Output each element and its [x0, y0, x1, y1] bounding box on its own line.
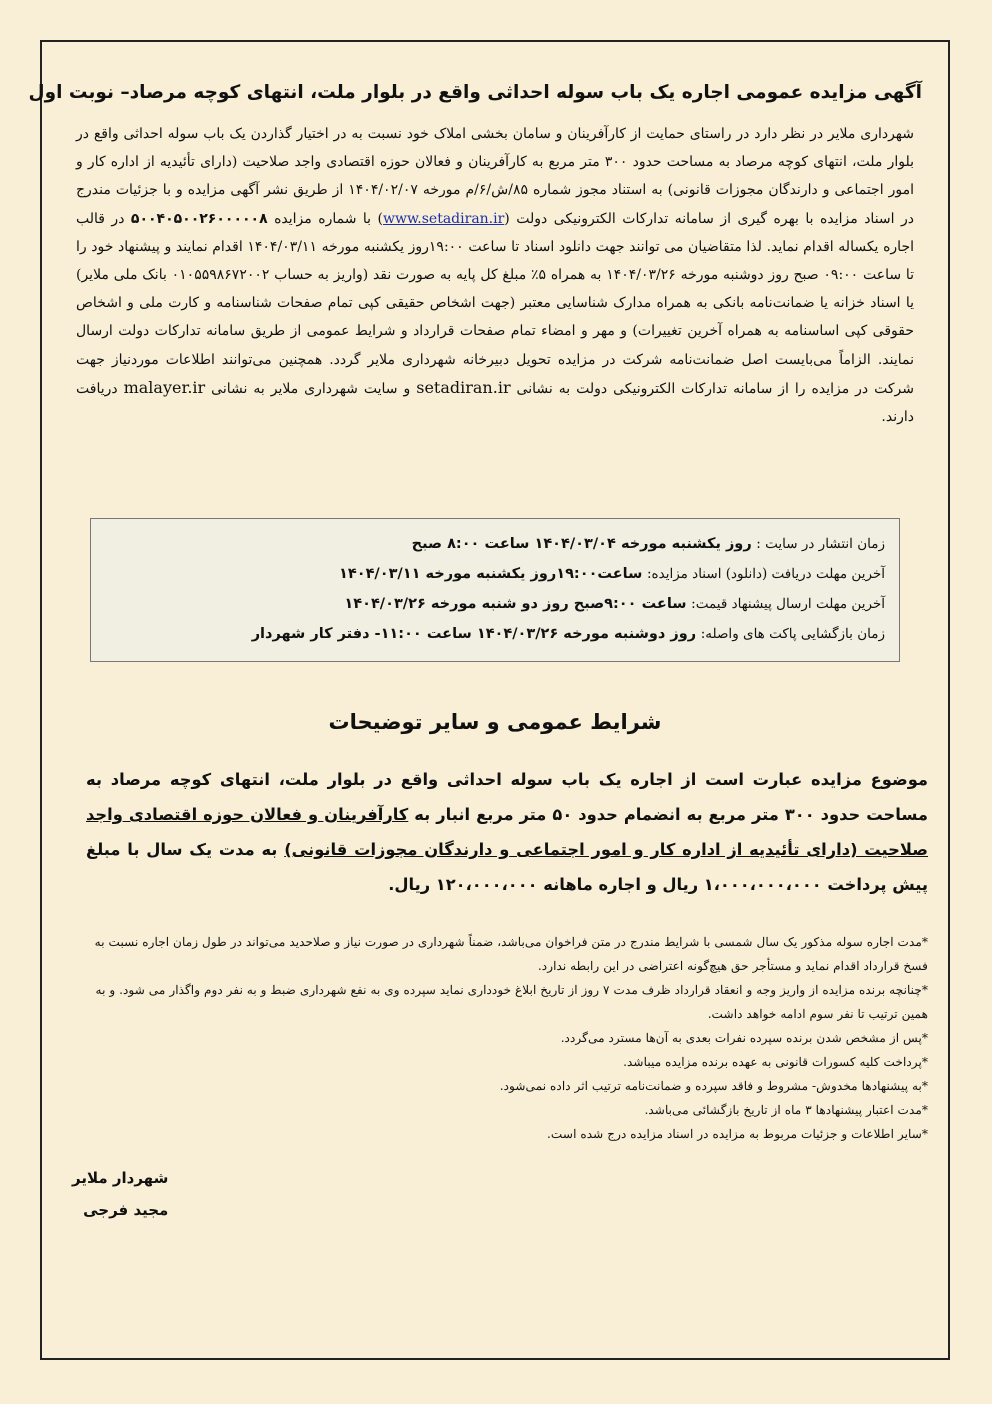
intro-text: و سایت شهرداری ملایر به نشانی: [205, 380, 417, 397]
schedule-box: [90, 518, 900, 662]
schedule-label: زمان بازگشایی پاکت های واصله:: [700, 626, 885, 642]
schedule-label: زمان انتشار در سایت :: [756, 536, 885, 552]
schedule-row: [105, 529, 885, 559]
section-title: شرایط عمومی و سایر توضیحات: [328, 710, 662, 734]
schedule-value: ساعت ۹:۰۰صبح روز دو شنبه مورخه ۱۴۰۴/۰۳/۲۶: [344, 596, 687, 612]
terms-text: به مدت یک سال با مبلغ پیش پرداخت ۱،۰۰۰،۰۰۰،۰۰۰ ریال و اجاره ماهانه ۱۲۰،۰۰۰،۰۰۰ ریال.: [86, 840, 928, 894]
note-item: *چنانچه برنده مزایده از واریز وجه و انعقاد قرارداد ظرف مدت ۷ روز از تاریخ ابلاغ خودداری نماید سپرده وی به نفع شهرداری ضبط و به نفر دوم واگذار می شود. و به همین ترتیب تا نفر سوم ادامه خواهد داشت.: [95, 983, 928, 1021]
terms-underlined: کارآفرینان و فعالان حوزه اقتصادی واجد صلاحیت (دارای تأئیدیه از اداره کار و امور اجتماعی و دارندگان مجوزات قانونی): [86, 805, 928, 859]
intro-text: شهرداری ملایر در نظر دارد در راستای حمایت از کارآفرینان و سامان بخشی املاک خود نسبت به در اختیار گذاردن یک باب سوله احداثی واقع در بلوار ملت، انتهای کوچه مرصاد به مساحت حدود ۳۰۰ متر مربع به کارآفرینان و فعالان حوزه اقتصادی واجد صلاحیت (دارای تأئیدیه از اداره کار و امور اجتماعی و دارندگان مجوزات قانونی) به استناد مجوز شماره ۸۵/ش/۶/م مورخه ۱۴۰۴/۰۲/۰۷ از طریق نشر آگهی مزایده و با جزئیات مندرج در اسناد مزایده با بهره گیری از سامانه تدارکات الکترونیکی دولت (: [76, 126, 914, 227]
note-item: *پس از مشخص شدن برنده سپرده نفرات بعدی به آن‌ها مسترد می‌گردد.: [560, 1031, 928, 1045]
schedule-row: [105, 589, 885, 619]
signature-name: مجید فرجی: [83, 1201, 169, 1219]
intro-text: ) با شماره مزایده: [267, 210, 383, 227]
schedule-value: ساعت۱۹:۰۰روز یکشنبه مورخه ۱۴۰۴/۰۳/۱۱: [339, 566, 643, 582]
signature-block: [72, 1162, 168, 1226]
schedule-label: آخرین مهلت دریافت (دانلود) اسناد مزایده:: [647, 566, 885, 582]
terms-paragraph: [86, 762, 928, 902]
schedule-label: آخرین مهلت ارسال پیشنهاد قیمت:: [691, 596, 885, 612]
signature-role: شهردار ملایر: [72, 1169, 169, 1187]
note-item: *مدت اجاره سوله مذکور یک سال شمسی با شرایط مندرج در متن فراخوان می‌باشد، ضمناً شهرداری در صورت نیاز و صلاحدید می‌تواند در طول زمان اجاره نسبت به فسخ قرارداد اقدام نماید و مستأجر حق هیچ‌گونه اعتراضی در این رابطه ندارد.: [94, 935, 928, 973]
note-item: *به پیشنهادها مخدوش- مشروط و فاقد سپرده و ضمانت‌نامه ترتیب اثر داده نمی‌شود.: [499, 1079, 928, 1093]
terms-text: موضوع مزایده عبارت است از اجاره یک باب سوله احداثی واقع در بلوار ملت، انتهای کوچه مرصاد به مساحت حدود ۳۰۰ متر مربع به انضمام حدود ۵۰ متر مربع انبار به: [86, 770, 929, 824]
intro-paragraph: [76, 120, 914, 431]
schedule-value: روز دوشنبه مورخه ۱۴۰۴/۰۳/۲۶ ساعت ۱۱:۰۰- دفتر کار شهردار: [251, 626, 697, 642]
note-item: *سایر اطلاعات و جزئیات مربوط به مزایده در اسناد مزایده درج شده است.: [547, 1127, 928, 1141]
note-item: *مدت اعتبار پیشنهادها ۳ ماه از تاریخ بازگشائی می‌باشد.: [644, 1103, 928, 1117]
setadiran-site[interactable]: setadiran.ir: [416, 377, 511, 397]
setadiran-link[interactable]: www.setadiran.ir: [383, 210, 505, 227]
page-title: آگهی مزایده عمومی اجاره یک باب سوله احداثی واقع در بلوار ملت، انتهای کوچه مرصاد– نوبت اول: [28, 82, 922, 103]
auction-number: ۵۰۰۴۰۵۰۰۲۶۰۰۰۰۰۸: [130, 210, 268, 227]
schedule-value: روز یکشنبه مورخه ۱۴۰۴/۰۳/۰۴ ساعت ۸:۰۰ صبح: [411, 536, 752, 552]
intro-text: در قالب اجاره یکساله اقدام نماید. لذا متقاضیان می توانند جهت دانلود اسناد تا ساعت ۱۹:۰۰روز یکشنبه مورخه ۱۴۰۴/۰۳/۱۱ اقدام نمایند و پیشنهاد خود را تا ساعت ۰۹:۰۰ صبح روز دوشنبه مورخه ۱۴۰۴/۰۳/۲۶ به همراه ۵٪ مبلغ کل پایه به صورت نقد (واریز به حساب ۰۱۰۵۵۹۸۶۷۲۰۰۲ بانک ملی ملایر) یا اسناد خزانه یا ضمانت‌نامه بانکی به همراه مدارک شناسایی معتبر (جهت اشخاص حقیقی کپی تمام صفحات شناسنامه و کارت ملی و اشخاص حقوقی کپی اساسنامه به همراه آخرین تغییرات) و مهر و امضاء تمام صفحات قرارداد و شرایط عمومی از طریق سامانه تدارکات دولت ارسال نمایند. الزاماً می‌بایست اصل ضمانت‌نامه شرکت در مزایده تحویل دبیرخانه شهرداری ملایر گردد. همچنین می‌توانند اطلاعات مورد‌نیاز جهت شرکت در مزایده را از سامانه تدارکات الکترونیکی دولت به نشانی: [76, 210, 915, 397]
schedule-row: [105, 559, 885, 589]
intro-text: دریافت دارند.: [76, 380, 914, 426]
notes-list: [78, 930, 928, 1146]
malayer-site[interactable]: malayer.ir: [123, 377, 206, 397]
schedule-row: [105, 619, 885, 649]
note-item: *پرداخت کلیه کسورات قانونی به عهده برنده مزایده میباشد.: [623, 1055, 928, 1069]
